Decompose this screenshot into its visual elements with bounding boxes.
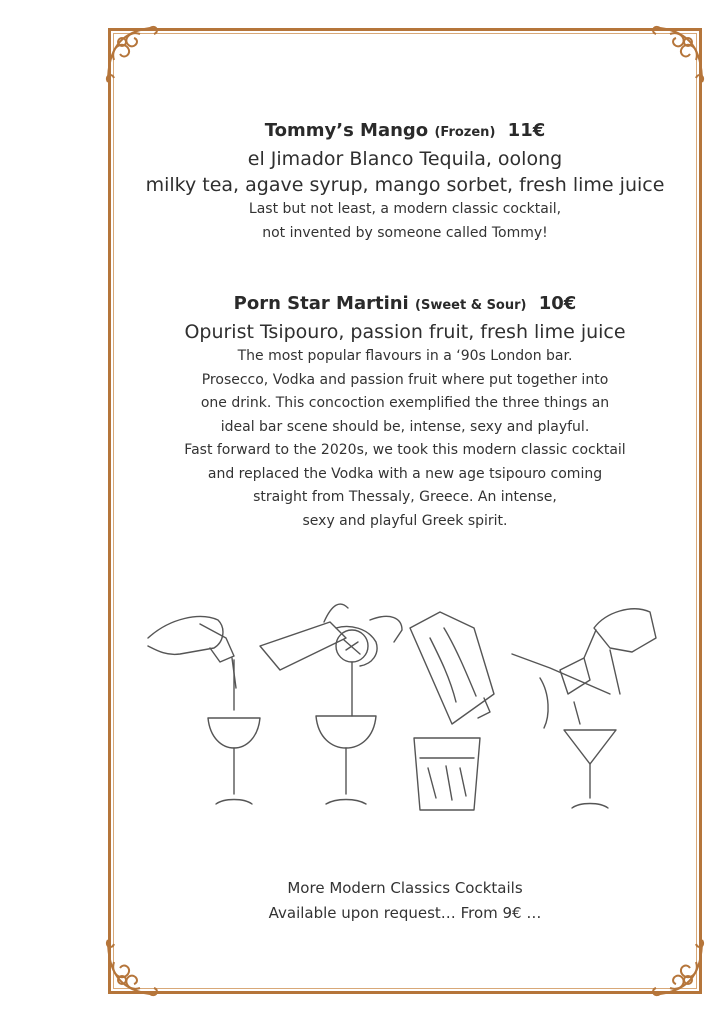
item-description-line: The most popular flavours in a ‘90s London bar. <box>237 348 573 364</box>
coupe-glass-icon <box>316 716 376 804</box>
shaker-hands-icon <box>260 604 402 716</box>
item-description-line: one drink. This concoction exemplified the three things an <box>200 395 610 411</box>
item-name: Tommy’s Mango <box>264 120 429 141</box>
corner-ornament-icon <box>100 932 170 1002</box>
coupe-glass-icon <box>208 718 260 804</box>
menu-item-tommys-mango <box>108 118 702 245</box>
item-ingredients-line: milky tea, agave syrup, mango sorbet, fresh lime juice <box>145 174 665 196</box>
pouring-hand-icon <box>148 617 236 710</box>
footer-line: Available upon request… From 9€ … <box>268 904 542 922</box>
item-description-line: Fast forward to the 2020s, we took this modern classic cocktail <box>184 442 626 458</box>
item-description-line: sexy and playful Greek spirit. <box>302 512 508 529</box>
item-title <box>108 291 702 319</box>
item-description-line: straight from Thessaly, Greece. An intense, <box>253 489 557 505</box>
shaker-hand-icon <box>584 609 656 694</box>
corner-ornament-icon <box>640 20 710 90</box>
item-description-line: not invented by someone called Tommy! <box>262 224 548 241</box>
item-description-line: Prosecco, Vodka and passion fruit where put together into <box>201 371 609 388</box>
item-ingredients-line: Opurist Tsipouro, passion fruit, fresh lime juice <box>184 321 626 343</box>
footer-line: More Modern Classics Cocktails <box>287 879 523 897</box>
item-ingredients-line: el Jimador Blanco Tequila, oolong <box>247 148 563 170</box>
martini-glass-icon <box>564 730 616 808</box>
item-price: 10€ <box>538 293 577 314</box>
corner-ornament-icon <box>100 20 170 90</box>
item-description-line: Last but not least, a modern classic cocktail, <box>248 201 562 217</box>
menu-item-porn-star-martini <box>108 291 702 533</box>
bartender-cocktails-illustration <box>140 598 670 830</box>
item-description-line: and replaced the Vodka with a new age tsipouro coming <box>207 465 603 482</box>
shaker-tin-icon <box>410 612 494 724</box>
mixing-glass-icon <box>414 738 480 810</box>
item-name: Porn Star Martini <box>233 293 409 314</box>
item-title <box>108 118 702 146</box>
item-description-line: ideal bar scene should be, intense, sexy and playful. <box>220 418 590 435</box>
corner-ornament-icon <box>640 932 710 1002</box>
strainer-hand-icon <box>512 654 610 728</box>
menu-footer <box>108 876 702 926</box>
item-price: 11€ <box>507 120 546 141</box>
item-tag: (Sweet & Sour) <box>415 298 527 313</box>
item-tag: (Frozen) <box>434 125 496 140</box>
